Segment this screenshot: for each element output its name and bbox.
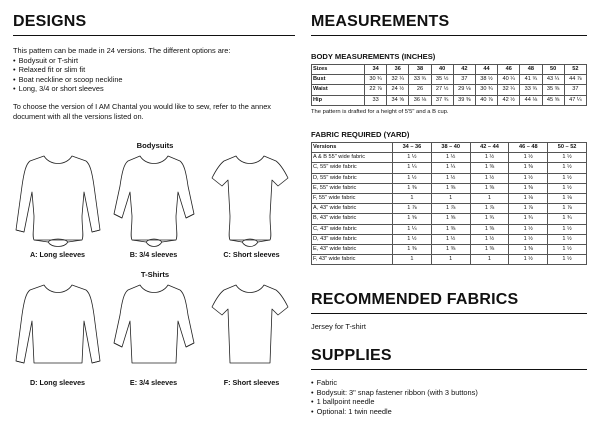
- table-cell: 1 ½: [470, 234, 509, 244]
- measurements-title: MEASUREMENTS: [311, 13, 450, 30]
- table-row: [312, 183, 587, 193]
- table-cell: 33: [365, 95, 387, 105]
- table-cell: 39 ⅜: [453, 95, 475, 105]
- table-row: [312, 224, 587, 234]
- table-row-label: Waist: [312, 85, 365, 95]
- option-item: • Relaxed fit or slim fit: [13, 65, 295, 75]
- table-cell: 1 ½: [548, 153, 587, 163]
- table-cell: 1 ½: [548, 234, 587, 244]
- table-cell: 1 ½: [509, 224, 548, 234]
- supplies-title: SUPPLIES: [311, 347, 392, 364]
- table-cell: 1 ¾: [470, 214, 509, 224]
- bodysuit-long-sleeves-illustration: [12, 152, 104, 250]
- table-cell: 34 ⅝: [387, 95, 409, 105]
- table-row-label: F, 55" wide fabric: [312, 193, 393, 203]
- measurements-rule: [311, 35, 587, 36]
- tshirts-title: T-Shirts: [140, 270, 170, 279]
- tshirt-long-sleeves-illustration: [12, 281, 104, 373]
- table-cell: 1 ½: [548, 183, 587, 193]
- table-cell: 1 ½: [431, 234, 470, 244]
- table-cell: 1 ½: [509, 153, 548, 163]
- table-cell: 1 ⅜: [509, 244, 548, 254]
- designs-title: DESIGNS: [13, 13, 87, 30]
- list-item: • 1 ballpoint needle: [311, 397, 587, 407]
- table-cell: 1 ⅜: [509, 183, 548, 193]
- table-cell: 1 ½: [431, 173, 470, 183]
- table-cell: 1 ½: [548, 255, 587, 265]
- table-header-cell: 50: [542, 65, 564, 75]
- option-item: • Long, 3/4 or short sleeves: [13, 84, 295, 94]
- table-cell: 1 ⅞: [509, 204, 548, 214]
- designs-choose-text: To choose the version of I AM Chantal you would like to sew, refer to the annex document with all the versions listed on.: [13, 101, 271, 121]
- supplies-list: [311, 378, 587, 416]
- table-header-cell: 34: [365, 65, 387, 75]
- body-measurements-table: [311, 64, 587, 106]
- caption-tshirt-f: F: Short sleeves: [223, 378, 280, 387]
- table-cell: 1 ⅜: [393, 244, 432, 254]
- table-cell: 37 ¾: [431, 95, 453, 105]
- table-row: [312, 85, 587, 95]
- table-cell: 1 ¼: [393, 163, 432, 173]
- fabric-required-block: [311, 130, 587, 265]
- recommended-fabrics-section: [311, 290, 587, 332]
- table-row: [312, 173, 587, 183]
- table-cell: 40 ⅞: [475, 95, 497, 105]
- table-cell: 1 ⅜: [470, 163, 509, 173]
- table-header-cell: 38: [409, 65, 431, 75]
- list-item: • Optional: 1 twin needle: [311, 407, 587, 417]
- table-cell: 1 ½: [431, 153, 470, 163]
- table-cell: 1 ⅜: [431, 224, 470, 234]
- table-header-cell: 34 – 36: [393, 143, 432, 153]
- pattern-note: The pattern is drafted for a height of 5'5" and a B cup.: [311, 108, 449, 115]
- caption-tshirt-d: D: Long sleeves: [29, 378, 86, 387]
- table-header-cell: Versions: [312, 143, 393, 153]
- body-measurements-block: [311, 52, 587, 115]
- table-cell: 1 ¾: [548, 214, 587, 224]
- designs-section: [13, 12, 295, 121]
- table-cell: 35 ½: [431, 75, 453, 85]
- table-header-cell: 48: [520, 65, 542, 75]
- table-header-cell: Sizes: [312, 65, 365, 75]
- table-cell: 29 ⅛: [453, 85, 475, 95]
- table-cell: 33 ¾: [520, 85, 542, 95]
- table-row: [312, 75, 587, 85]
- designs-intro: This pattern can be made in 24 versions. The different options are:: [13, 46, 231, 55]
- table-cell: 1 ⅜: [470, 244, 509, 254]
- table-cell: 32 ¼: [498, 85, 520, 95]
- fabric-required-title: FABRIC REQUIRED (YARD): [311, 130, 410, 139]
- tshirt-three-quarter-sleeves-illustration: [110, 281, 198, 373]
- table-cell: 1 ¼: [431, 163, 470, 173]
- caption-tshirt-e: E: 3/4 sleeves: [129, 378, 178, 387]
- table-cell: 1 ⅞: [548, 204, 587, 214]
- table-cell: 40 ¼: [498, 75, 520, 85]
- table-cell: 22 ⅞: [365, 85, 387, 95]
- table-header-cell: 42 – 44: [470, 143, 509, 153]
- table-cell: 1 ½: [393, 234, 432, 244]
- table-cell: 24 ½: [387, 85, 409, 95]
- table-row: [312, 204, 587, 214]
- recommended-fabrics-title: RECOMMENDED FABRICS: [311, 291, 519, 308]
- table-cell: 35 ⅜: [542, 85, 564, 95]
- table-cell: 1: [431, 193, 470, 203]
- table-row-label: F, 43" wide fabric: [312, 255, 393, 265]
- table-cell: 1: [470, 193, 509, 203]
- table-header-cell: 52: [564, 65, 586, 75]
- table-header-cell: 38 – 40: [431, 143, 470, 153]
- table-cell: 26: [409, 85, 431, 95]
- table-cell: 1 ⅝: [431, 214, 470, 224]
- table-cell: 1 ½: [470, 173, 509, 183]
- designs-options-list: [13, 56, 295, 94]
- bodysuits-title: Bodysuits: [136, 141, 174, 150]
- table-cell: 1 ¾: [509, 214, 548, 224]
- table-cell: 1 ½: [548, 173, 587, 183]
- table-cell: 1: [393, 255, 432, 265]
- list-item: • Fabric: [311, 378, 587, 388]
- table-cell: 37: [564, 85, 586, 95]
- table-header-cell: 46 – 48: [509, 143, 548, 153]
- table-row: [312, 234, 587, 244]
- table-row-label: E, 43" wide fabric: [312, 244, 393, 254]
- table-cell: 1 ½: [393, 153, 432, 163]
- table-cell: 1 ⅜: [470, 224, 509, 234]
- table-row-label: C, 43" wide fabric: [312, 224, 393, 234]
- table-cell: 1 ½: [548, 244, 587, 254]
- table-cell: 1 ½: [548, 224, 587, 234]
- table-cell: 1 ⅜: [431, 244, 470, 254]
- option-item: • Boat neckline or scoop neckline: [13, 75, 295, 85]
- table-cell: 38 ½: [475, 75, 497, 85]
- table-row: [312, 255, 587, 265]
- table-row: [312, 163, 587, 173]
- table-cell: 45 ⅝: [542, 95, 564, 105]
- table-cell: 1 ½: [509, 173, 548, 183]
- table-cell: 1: [431, 255, 470, 265]
- table-header-row: [312, 65, 587, 75]
- caption-bodysuit-c: C: Short sleeves: [223, 250, 280, 259]
- table-row: [312, 193, 587, 203]
- table-cell: 1 ⅜: [470, 183, 509, 193]
- table-cell: 44 ⅛: [520, 95, 542, 105]
- table-cell: 36 ⅛: [409, 95, 431, 105]
- tshirt-short-sleeves-illustration: [208, 281, 292, 373]
- option-item: • Bodysuit or T-shirt: [13, 56, 295, 66]
- table-row-label: C, 55" wide fabric: [312, 163, 393, 173]
- table-cell: 44 ⅞: [564, 75, 586, 85]
- table-cell: 1 ⅜: [431, 183, 470, 193]
- table-row: [312, 244, 587, 254]
- fabric-required-table: [311, 142, 587, 265]
- table-header-cell: 50 – 52: [548, 143, 587, 153]
- table-row-label: D, 43" wide fabric: [312, 234, 393, 244]
- bodysuit-three-quarter-sleeves-illustration: [110, 152, 198, 250]
- table-header-row: [312, 143, 587, 153]
- table-header-cell: 46: [498, 65, 520, 75]
- table-cell: 1 ⅞: [431, 204, 470, 214]
- table-cell: 30 ¾: [475, 85, 497, 95]
- table-cell: 1 ½: [470, 153, 509, 163]
- table-row-label: A & B 55" wide fabric: [312, 153, 393, 163]
- designs-rule: [13, 35, 295, 36]
- table-cell: 33 ¾: [409, 75, 431, 85]
- table-cell: 32 ¼: [387, 75, 409, 85]
- table-row-label: A, 43" wide fabric: [312, 204, 393, 214]
- table-row: [312, 95, 587, 105]
- table-cell: 1: [393, 193, 432, 203]
- body-measurements-title: BODY MEASUREMENTS (INCHES): [311, 52, 436, 61]
- table-cell: 1 ⅞: [470, 204, 509, 214]
- table-header-cell: 40: [431, 65, 453, 75]
- table-cell: 1 ¼: [393, 224, 432, 234]
- caption-bodysuit-b: B: 3/4 sleeves: [129, 250, 178, 259]
- table-cell: 1 ⅜: [509, 163, 548, 173]
- table-row-label: D, 55" wide fabric: [312, 173, 393, 183]
- table-row-label: Bust: [312, 75, 365, 85]
- table-row-label: E, 55" wide fabric: [312, 183, 393, 193]
- table-cell: 1 ⅛: [509, 193, 548, 203]
- measurements-section: [311, 12, 587, 416]
- caption-bodysuit-a: A: Long sleeves: [29, 250, 86, 259]
- table-cell: 42 ½: [498, 95, 520, 105]
- table-cell: 1 ½: [393, 173, 432, 183]
- table-header-cell: 42: [453, 65, 475, 75]
- table-row-label: B, 43" wide fabric: [312, 214, 393, 224]
- table-cell: 27 ½: [431, 85, 453, 95]
- table-cell: 1 ½: [548, 163, 587, 173]
- table-cell: 43 ¼: [542, 75, 564, 85]
- bodysuit-short-sleeves-illustration: [208, 152, 292, 250]
- table-cell: 37: [453, 75, 475, 85]
- table-row: [312, 214, 587, 224]
- table-cell: 30 ¾: [365, 75, 387, 85]
- list-item: • Bodysuit: 3" snap fastener ribbon (with 3 buttons): [311, 388, 587, 398]
- table-cell: 1 ½: [509, 234, 548, 244]
- table-header-cell: 44: [475, 65, 497, 75]
- table-cell: 1 ⅜: [393, 183, 432, 193]
- recommended-rule: [311, 313, 587, 314]
- table-cell: 1 ⅞: [393, 204, 432, 214]
- table-cell: 1 ½: [509, 255, 548, 265]
- table-cell: 1 ⅝: [393, 214, 432, 224]
- table-row: [312, 153, 587, 163]
- table-cell: 47 ¼: [564, 95, 586, 105]
- table-row-label: Hip: [312, 95, 365, 105]
- table-cell: 41 ¾: [520, 75, 542, 85]
- supplies-section: [311, 346, 587, 416]
- table-cell: 1: [470, 255, 509, 265]
- supplies-rule: [311, 369, 587, 370]
- table-cell: 1 ⅛: [548, 193, 587, 203]
- table-header-cell: 36: [387, 65, 409, 75]
- recommended-fabrics-text: Jersey for T-shirt: [311, 322, 366, 331]
